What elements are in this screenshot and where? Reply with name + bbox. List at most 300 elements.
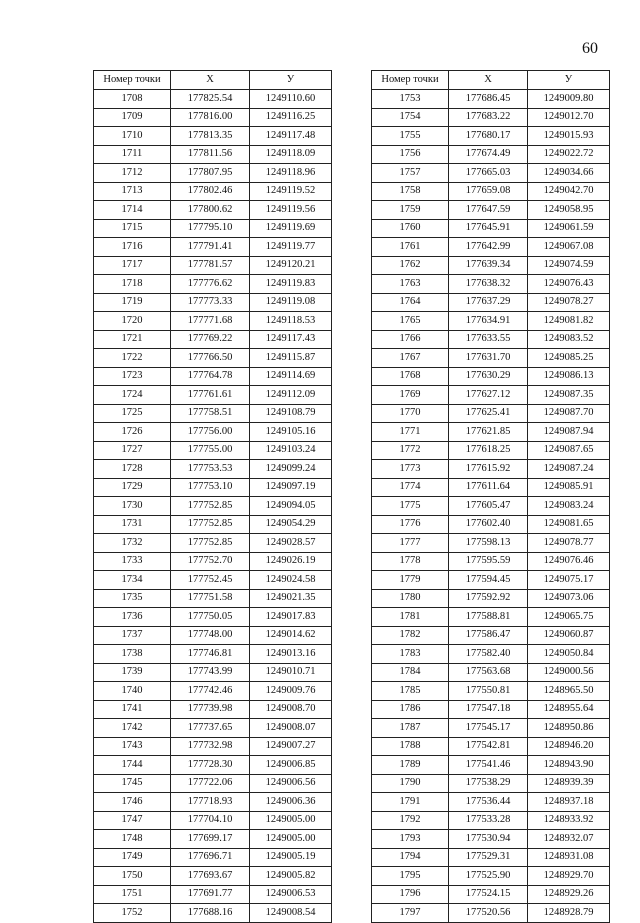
y-coordinate-cell: 1249008.54 [250,904,332,923]
table-row [94,700,332,719]
table-row [94,774,332,793]
x-coordinate-cell: 177756.00 [171,423,250,442]
point-number-cell: 1765 [372,312,449,331]
point-number-cell: 1733 [94,552,171,571]
y-coordinate-cell: 1249034.66 [528,164,610,183]
table-row [94,423,332,442]
x-coordinate-cell: 177611.64 [449,478,528,497]
table-row [372,811,610,830]
y-coordinate-cell: 1248955.64 [528,700,610,719]
x-coordinate-cell: 177751.58 [171,589,250,608]
table-row [94,164,332,183]
x-coordinate-cell: 177764.78 [171,367,250,386]
table-row [372,756,610,775]
point-number-cell: 1715 [94,219,171,238]
x-coordinate-cell: 177542.81 [449,737,528,756]
table-row [372,793,610,812]
y-coordinate-cell: 1249119.77 [250,238,332,257]
y-coordinate-cell: 1249065.75 [528,608,610,627]
y-coordinate-cell: 1249006.36 [250,793,332,812]
table-row [372,682,610,701]
point-number-cell: 1770 [372,404,449,423]
y-coordinate-cell: 1249075.17 [528,571,610,590]
point-number-cell: 1744 [94,756,171,775]
y-coordinate-cell: 1249026.19 [250,552,332,571]
y-coordinate-cell: 1249105.16 [250,423,332,442]
x-coordinate-cell: 177659.08 [449,182,528,201]
x-coordinate-cell: 177825.54 [171,90,250,109]
y-coordinate-cell: 1249073.06 [528,589,610,608]
x-coordinate-cell: 177525.90 [449,867,528,886]
table-row [94,534,332,553]
y-coordinate-cell: 1249005.19 [250,848,332,867]
x-coordinate-cell: 177776.62 [171,275,250,294]
x-coordinate-cell: 177737.65 [171,719,250,738]
x-coordinate-cell: 177750.05 [171,608,250,627]
y-coordinate-cell: 1249009.76 [250,682,332,701]
column-header-x: X [449,71,528,90]
x-coordinate-cell: 177800.62 [171,201,250,220]
point-number-cell: 1708 [94,90,171,109]
table-row [372,164,610,183]
x-coordinate-cell: 177758.51 [171,404,250,423]
table-row [372,608,610,627]
x-coordinate-cell: 177813.35 [171,127,250,146]
table-row [94,682,332,701]
table-row [94,386,332,405]
point-number-cell: 1791 [372,793,449,812]
table-row [372,145,610,164]
y-coordinate-cell: 1249006.56 [250,774,332,793]
x-coordinate-cell: 177753.10 [171,478,250,497]
table-row [94,460,332,479]
point-number-cell: 1778 [372,552,449,571]
x-coordinate-cell: 177639.34 [449,256,528,275]
point-number-cell: 1751 [94,885,171,904]
x-coordinate-cell: 177631.70 [449,349,528,368]
y-coordinate-cell: 1249017.83 [250,608,332,627]
x-coordinate-cell: 177739.98 [171,700,250,719]
y-coordinate-cell: 1249119.08 [250,293,332,312]
x-coordinate-cell: 177634.91 [449,312,528,331]
x-coordinate-cell: 177582.40 [449,645,528,664]
y-coordinate-cell: 1249014.62 [250,626,332,645]
point-number-cell: 1720 [94,312,171,331]
point-number-cell: 1727 [94,441,171,460]
x-coordinate-cell: 177752.70 [171,552,250,571]
coordinates-table-right [371,70,610,923]
x-coordinate-cell: 177615.92 [449,460,528,479]
table-row [372,700,610,719]
point-number-cell: 1721 [94,330,171,349]
x-coordinate-cell: 177795.10 [171,219,250,238]
point-number-cell: 1710 [94,127,171,146]
table-row [372,719,610,738]
table-row [94,608,332,627]
y-coordinate-cell: 1249087.24 [528,460,610,479]
table-row [94,330,332,349]
y-coordinate-cell: 1248929.70 [528,867,610,886]
y-coordinate-cell: 1248933.92 [528,811,610,830]
point-number-cell: 1783 [372,645,449,664]
point-number-cell: 1745 [94,774,171,793]
table-row [94,848,332,867]
x-coordinate-cell: 177704.10 [171,811,250,830]
y-coordinate-cell: 1249067.08 [528,238,610,257]
table-row [372,312,610,331]
x-coordinate-cell: 177621.85 [449,423,528,442]
point-number-cell: 1712 [94,164,171,183]
x-coordinate-cell: 177743.99 [171,663,250,682]
table-row [372,182,610,201]
x-coordinate-cell: 177752.85 [171,497,250,516]
table-row [94,404,332,423]
y-coordinate-cell: 1249120.21 [250,256,332,275]
point-number-cell: 1776 [372,515,449,534]
table-row [372,589,610,608]
x-coordinate-cell: 177638.32 [449,275,528,294]
table-row [94,811,332,830]
point-number-cell: 1755 [372,127,449,146]
point-number-cell: 1746 [94,793,171,812]
y-coordinate-cell: 1249024.58 [250,571,332,590]
table-row [94,589,332,608]
y-coordinate-cell: 1248937.18 [528,793,610,812]
table-row [372,201,610,220]
x-coordinate-cell: 177680.17 [449,127,528,146]
x-coordinate-cell: 177598.13 [449,534,528,553]
y-coordinate-cell: 1249008.07 [250,719,332,738]
column-header-x: X [171,71,250,90]
x-coordinate-cell: 177588.81 [449,608,528,627]
y-coordinate-cell: 1248928.79 [528,904,610,923]
y-coordinate-cell: 1249097.19 [250,478,332,497]
table-row [372,848,610,867]
point-number-cell: 1762 [372,256,449,275]
y-coordinate-cell: 1248950.86 [528,719,610,738]
table-body [372,90,610,923]
table-row [94,275,332,294]
column-header-y: У [250,71,332,90]
y-coordinate-cell: 1249087.35 [528,386,610,405]
x-coordinate-cell: 177586.47 [449,626,528,645]
x-coordinate-cell: 177718.93 [171,793,250,812]
table-row [372,515,610,534]
point-number-cell: 1768 [372,367,449,386]
table-row [372,127,610,146]
x-coordinate-cell: 177642.99 [449,238,528,257]
table-row [372,774,610,793]
x-coordinate-cell: 177637.29 [449,293,528,312]
table-row [372,645,610,664]
y-coordinate-cell: 1249119.69 [250,219,332,238]
y-coordinate-cell: 1249085.91 [528,478,610,497]
y-coordinate-cell: 1248965.50 [528,682,610,701]
point-number-cell: 1738 [94,645,171,664]
table-header-row [372,71,610,90]
y-coordinate-cell: 1249005.00 [250,811,332,830]
point-number-cell: 1739 [94,663,171,682]
point-number-cell: 1752 [94,904,171,923]
y-coordinate-cell: 1249119.56 [250,201,332,220]
point-number-cell: 1789 [372,756,449,775]
y-coordinate-cell: 1249086.13 [528,367,610,386]
table-row [94,182,332,201]
x-coordinate-cell: 177807.95 [171,164,250,183]
table-row [372,349,610,368]
y-coordinate-cell: 1248946.20 [528,737,610,756]
x-coordinate-cell: 177665.03 [449,164,528,183]
table-row [372,478,610,497]
point-number-cell: 1717 [94,256,171,275]
point-number-cell: 1750 [94,867,171,886]
column-header-y: У [528,71,610,90]
point-number-cell: 1797 [372,904,449,923]
point-number-cell: 1790 [372,774,449,793]
y-coordinate-cell: 1249110.60 [250,90,332,109]
table-row [372,534,610,553]
point-number-cell: 1785 [372,682,449,701]
table-row [372,90,610,109]
x-coordinate-cell: 177618.25 [449,441,528,460]
point-number-cell: 1760 [372,219,449,238]
point-number-cell: 1767 [372,349,449,368]
x-coordinate-cell: 177791.41 [171,238,250,257]
x-coordinate-cell: 177781.57 [171,256,250,275]
x-coordinate-cell: 177811.56 [171,145,250,164]
x-coordinate-cell: 177545.17 [449,719,528,738]
point-number-cell: 1716 [94,238,171,257]
point-number-cell: 1759 [372,201,449,220]
table-row [372,885,610,904]
y-coordinate-cell: 1249103.24 [250,441,332,460]
x-coordinate-cell: 177766.50 [171,349,250,368]
x-coordinate-cell: 177746.81 [171,645,250,664]
point-number-cell: 1775 [372,497,449,516]
point-number-cell: 1757 [372,164,449,183]
table-row [372,219,610,238]
table-row [372,830,610,849]
point-number-cell: 1772 [372,441,449,460]
table-row [372,867,610,886]
coordinates-table-left [93,70,332,923]
y-coordinate-cell: 1249087.70 [528,404,610,423]
point-number-cell: 1758 [372,182,449,201]
x-coordinate-cell: 177802.46 [171,182,250,201]
x-coordinate-cell: 177752.85 [171,534,250,553]
table-row [372,386,610,405]
point-number-cell: 1769 [372,386,449,405]
y-coordinate-cell: 1249022.72 [528,145,610,164]
x-coordinate-cell: 177732.98 [171,737,250,756]
x-coordinate-cell: 177753.53 [171,460,250,479]
y-coordinate-cell: 1249087.65 [528,441,610,460]
y-coordinate-cell: 1249012.70 [528,108,610,127]
x-coordinate-cell: 177605.47 [449,497,528,516]
y-coordinate-cell: 1249099.24 [250,460,332,479]
y-coordinate-cell: 1249013.16 [250,645,332,664]
x-coordinate-cell: 177674.49 [449,145,528,164]
point-number-cell: 1741 [94,700,171,719]
point-number-cell: 1740 [94,682,171,701]
table-row [94,626,332,645]
y-coordinate-cell: 1249081.82 [528,312,610,331]
x-coordinate-cell: 177547.18 [449,700,528,719]
x-coordinate-cell: 177536.44 [449,793,528,812]
y-coordinate-cell: 1249119.83 [250,275,332,294]
x-coordinate-cell: 177592.92 [449,589,528,608]
point-number-cell: 1753 [372,90,449,109]
x-coordinate-cell: 177771.68 [171,312,250,331]
table-row [94,219,332,238]
x-coordinate-cell: 177752.45 [171,571,250,590]
x-coordinate-cell: 177769.22 [171,330,250,349]
table-row [372,423,610,442]
y-coordinate-cell: 1249054.29 [250,515,332,534]
point-number-cell: 1771 [372,423,449,442]
y-coordinate-cell: 1249085.25 [528,349,610,368]
x-coordinate-cell: 177645.91 [449,219,528,238]
y-coordinate-cell: 1249117.48 [250,127,332,146]
x-coordinate-cell: 177538.29 [449,774,528,793]
point-number-cell: 1723 [94,367,171,386]
y-coordinate-cell: 1249087.94 [528,423,610,442]
point-number-cell: 1784 [372,663,449,682]
x-coordinate-cell: 177761.61 [171,386,250,405]
y-coordinate-cell: 1249118.53 [250,312,332,331]
table-row [372,238,610,257]
x-coordinate-cell: 177533.28 [449,811,528,830]
point-number-cell: 1736 [94,608,171,627]
x-coordinate-cell: 177594.45 [449,571,528,590]
point-number-cell: 1725 [94,404,171,423]
table-row [94,885,332,904]
point-number-cell: 1737 [94,626,171,645]
x-coordinate-cell: 177524.15 [449,885,528,904]
y-coordinate-cell: 1248932.07 [528,830,610,849]
point-number-cell: 1796 [372,885,449,904]
y-coordinate-cell: 1249008.70 [250,700,332,719]
page-number: 60 [582,40,598,57]
y-coordinate-cell: 1249061.59 [528,219,610,238]
y-coordinate-cell: 1249081.65 [528,515,610,534]
y-coordinate-cell: 1249116.25 [250,108,332,127]
x-coordinate-cell: 177630.29 [449,367,528,386]
table-row [372,330,610,349]
table-row [372,441,610,460]
table-row [94,867,332,886]
y-coordinate-cell: 1249078.77 [528,534,610,553]
y-coordinate-cell: 1249078.27 [528,293,610,312]
table-row [372,367,610,386]
y-coordinate-cell: 1248939.39 [528,774,610,793]
table-header-row [94,71,332,90]
table-row [94,127,332,146]
y-coordinate-cell: 1249112.09 [250,386,332,405]
x-coordinate-cell: 177752.85 [171,515,250,534]
table-row [372,626,610,645]
y-coordinate-cell: 1249115.87 [250,349,332,368]
y-coordinate-cell: 1249083.52 [528,330,610,349]
point-number-cell: 1786 [372,700,449,719]
point-number-cell: 1731 [94,515,171,534]
table-row [94,756,332,775]
point-number-cell: 1742 [94,719,171,738]
table-row [94,312,332,331]
point-number-cell: 1713 [94,182,171,201]
x-coordinate-cell: 177529.31 [449,848,528,867]
x-coordinate-cell: 177755.00 [171,441,250,460]
y-coordinate-cell: 1248943.90 [528,756,610,775]
point-number-cell: 1709 [94,108,171,127]
y-coordinate-cell: 1249119.52 [250,182,332,201]
table-row [94,793,332,812]
point-number-cell: 1795 [372,867,449,886]
table-row [94,441,332,460]
point-number-cell: 1743 [94,737,171,756]
x-coordinate-cell: 177633.55 [449,330,528,349]
y-coordinate-cell: 1249060.87 [528,626,610,645]
point-number-cell: 1764 [372,293,449,312]
y-coordinate-cell: 1249009.80 [528,90,610,109]
point-number-cell: 1779 [372,571,449,590]
y-coordinate-cell: 1249006.53 [250,885,332,904]
point-number-cell: 1792 [372,811,449,830]
y-coordinate-cell: 1249058.95 [528,201,610,220]
x-coordinate-cell: 177688.16 [171,904,250,923]
point-number-cell: 1735 [94,589,171,608]
y-coordinate-cell: 1249015.93 [528,127,610,146]
y-coordinate-cell: 1249074.59 [528,256,610,275]
y-coordinate-cell: 1249005.00 [250,830,332,849]
table-row [94,645,332,664]
point-number-cell: 1761 [372,238,449,257]
point-number-cell: 1714 [94,201,171,220]
y-coordinate-cell: 1249076.46 [528,552,610,571]
table-row [94,737,332,756]
table-row [94,830,332,849]
point-number-cell: 1719 [94,293,171,312]
point-number-cell: 1718 [94,275,171,294]
y-coordinate-cell: 1249076.43 [528,275,610,294]
table-row [94,145,332,164]
point-number-cell: 1756 [372,145,449,164]
point-number-cell: 1711 [94,145,171,164]
point-number-cell: 1747 [94,811,171,830]
x-coordinate-cell: 177696.71 [171,848,250,867]
x-coordinate-cell: 177627.12 [449,386,528,405]
table-row [94,571,332,590]
table-row [94,497,332,516]
y-coordinate-cell: 1248929.26 [528,885,610,904]
table-row [372,404,610,423]
x-coordinate-cell: 177625.41 [449,404,528,423]
y-coordinate-cell: 1249050.84 [528,645,610,664]
x-coordinate-cell: 177595.59 [449,552,528,571]
x-coordinate-cell: 177550.81 [449,682,528,701]
y-coordinate-cell: 1249094.05 [250,497,332,516]
table-row [372,663,610,682]
point-number-cell: 1748 [94,830,171,849]
point-number-cell: 1793 [372,830,449,849]
point-number-cell: 1732 [94,534,171,553]
x-coordinate-cell: 177748.00 [171,626,250,645]
table-row [94,201,332,220]
y-coordinate-cell: 1249007.27 [250,737,332,756]
table-row [94,367,332,386]
x-coordinate-cell: 177691.77 [171,885,250,904]
y-coordinate-cell: 1249083.24 [528,497,610,516]
